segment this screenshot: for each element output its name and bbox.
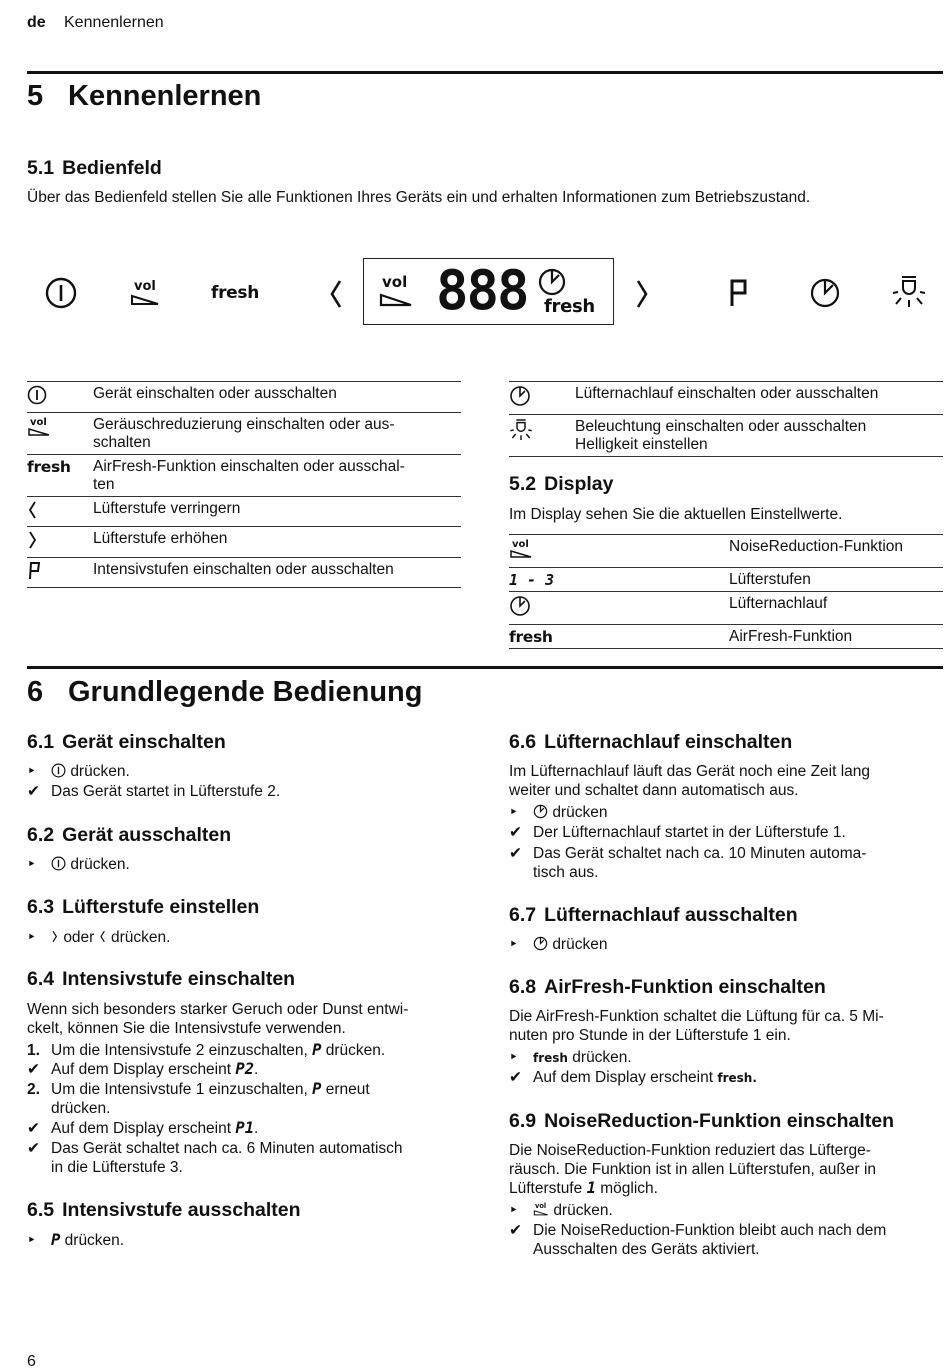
table-cell: Lüfternachlauf <box>729 592 943 625</box>
timer-icon <box>509 595 531 617</box>
section-6-5-heading: 6.5 Intensivstufe ausschalten <box>27 1199 301 1221</box>
table-cell: AirFresh-Funktion <box>729 624 943 649</box>
table-row <box>27 454 461 496</box>
fan-levels-icon: 1 - 3 <box>509 570 555 589</box>
chapter-rule <box>27 71 943 74</box>
section-6-2-heading: 6.2 Gerät ausschalten <box>27 824 232 846</box>
list-item: ‣ drücken <box>509 936 608 953</box>
list-item: ‣ drücken. <box>27 856 130 873</box>
table-row <box>509 592 943 625</box>
timer-icon <box>533 936 548 951</box>
svg-text:vol: vol <box>30 416 47 428</box>
light-icon <box>509 418 533 442</box>
fresh-icon[interactable]: fresh <box>210 282 260 303</box>
list-item: ‣ drücken. <box>27 763 130 780</box>
p-icon <box>27 561 41 581</box>
section-6-8-heading: 6.8 AirFresh-Funktion einschalten <box>509 976 826 998</box>
power-icon[interactable] <box>44 276 78 310</box>
timer-icon <box>509 385 531 407</box>
table-cell: Lüfterstufen <box>729 567 943 592</box>
table-cell: NoiseReduction-Funktion <box>729 535 943 568</box>
chevron-left-icon <box>27 500 39 520</box>
chevron-right-icon <box>51 929 59 944</box>
section-5-2-heading: 5.2 Display <box>509 473 614 495</box>
power-icon <box>51 763 66 778</box>
vol-icon <box>533 1202 549 1217</box>
running-header-title: Kennenlernen <box>64 14 164 31</box>
table-cell: AirFresh-Funktion einschalten oder ausschal- ten <box>93 454 461 496</box>
display-fresh-label: fresh <box>544 296 595 317</box>
list-item: ‣ P drücken. <box>27 1231 125 1249</box>
list-item: ✔ Das Gerät schaltet nach ca. 10 Minuten automa- tisch aus. <box>509 845 867 881</box>
timer-icon <box>533 804 548 819</box>
svg-text:vol: vol <box>134 279 156 294</box>
table-cell: Intensivstufen einschalten oder ausschalten <box>93 557 461 588</box>
table-row <box>509 382 943 415</box>
section-5-1-text: Über das Bedienfeld stellen Sie alle Funktionen Ihres Geräts ein und erhalten Informationen zum Betriebszustand. <box>27 189 811 206</box>
power-icon <box>27 385 47 405</box>
svg-text:vol: vol <box>535 1202 547 1211</box>
p-icon: P <box>51 1231 61 1249</box>
light-icon[interactable] <box>892 274 926 310</box>
vol-icon[interactable] <box>128 276 162 310</box>
list-item: ✔ Das Gerät startet in Lüfterstufe 2. <box>27 783 281 800</box>
table-row <box>27 557 461 588</box>
chapter-rule <box>27 666 943 669</box>
timer-icon[interactable] <box>808 276 842 310</box>
table-row <box>27 527 461 558</box>
svg-text:vol: vol <box>512 539 529 550</box>
section-6-1-heading: 6.1 Gerät einschalten <box>27 731 226 753</box>
table-cell: Geräuschreduzierung einschalten oder aus- schalten <box>93 412 461 454</box>
table-cell: Lüfterstufe verringern <box>93 496 461 527</box>
list-item: 2. Um die Intensivstufe 1 einzuschalten, P erneut drücken. <box>27 1080 370 1117</box>
table-row <box>509 624 943 649</box>
list-item: ‣ drücken <box>509 804 608 821</box>
section-5-1-heading: 5.1 Bedienfeld <box>27 157 162 179</box>
list-item: 1. Um die Intensivstufe 2 einzuschalten, P drücken. <box>27 1041 386 1059</box>
table-row <box>509 535 943 568</box>
chevron-right-icon <box>27 530 39 550</box>
display-timer-icon <box>537 267 567 297</box>
fresh-icon: fresh <box>533 1051 568 1065</box>
section-5-2-text: Im Display sehen Sie die aktuellen Einstellwerte. <box>509 506 843 523</box>
section-6-4-text: Wenn sich besonders starker Geruch oder Dunst entwi- ckelt, können Sie die Intensivstufe verwenden. <box>27 1001 409 1037</box>
section-6-6-text: Im Lüfternachlauf läuft das Gerät noch eine Zeit lang weiter und schaltet dann automatisch aus. <box>509 763 871 799</box>
table-row <box>27 496 461 527</box>
display-table <box>509 534 943 649</box>
table-cell: Lüfternachlauf einschalten oder ausschalten <box>575 382 943 415</box>
table-cell: Beleuchtung einschalten oder ausschalten Helligkeit einstellen <box>575 414 943 456</box>
chevron-left-icon[interactable] <box>326 278 346 310</box>
table-row <box>27 382 461 413</box>
p-icon: P <box>312 1041 322 1059</box>
table-row <box>509 567 943 592</box>
display-digits: 888 <box>436 259 528 322</box>
svg-text:vol: vol <box>382 273 408 291</box>
section-6-6-heading: 6.6 Lüfternachlauf einschalten <box>509 731 793 753</box>
section-6-4-heading: 6.4 Intensivstufe einschalten <box>27 968 296 990</box>
language-tag: de <box>27 14 46 31</box>
chapter-6-heading: 6 Grundlegende Bedienung <box>27 676 423 708</box>
section-6-3-heading: 6.3 Lüfterstufe einstellen <box>27 896 260 918</box>
p-icon[interactable] <box>726 277 752 309</box>
list-item: ✔ Auf dem Display erscheint fresh. <box>509 1069 757 1086</box>
vol-icon <box>509 538 533 560</box>
chevron-right-icon[interactable] <box>632 278 652 310</box>
chapter-5-heading: 5 Kennenlernen <box>27 80 262 112</box>
table-cell: Gerät einschalten oder ausschalten <box>93 382 461 413</box>
section-6-9-heading: 6.9 NoiseReduction-Funktion einschalten <box>509 1110 895 1132</box>
list-item: ‣ oder drücken. <box>27 929 171 946</box>
vol-icon <box>27 416 51 438</box>
table-row <box>27 412 461 454</box>
fresh-icon: fresh <box>509 627 553 646</box>
fresh-icon: fresh <box>27 457 71 476</box>
control-table <box>27 381 461 588</box>
list-item: ‣ fresh drücken. <box>509 1049 632 1066</box>
chevron-left-icon <box>99 929 107 944</box>
table-row <box>509 414 943 456</box>
list-item: ✔ Auf dem Display erscheint P2. <box>27 1060 259 1078</box>
section-6-9-text: Die NoiseReduction-Funktion reduziert das Lüfterge- räusch. Die Funktion ist in allen Lüfterstufen, außer in Lüfterstufe 1 möglich. <box>509 1142 877 1197</box>
section-6-7-heading: 6.7 Lüfternachlauf ausschalten <box>509 904 798 926</box>
list-item: ✔ Der Lüfternachlauf startet in der Lüfterstufe 1. <box>509 824 846 841</box>
list-item: ‣ vol drücken. <box>509 1202 613 1219</box>
list-item: ✔ Auf dem Display erscheint P1. <box>27 1119 259 1137</box>
table-cell: Lüfterstufe erhöhen <box>93 527 461 558</box>
power-icon <box>51 856 66 871</box>
display-vol-icon <box>378 273 414 313</box>
control-table-right <box>509 381 943 457</box>
p-icon: P <box>312 1080 322 1098</box>
list-item: ✔ Die NoiseReduction-Funktion bleibt auch nach dem Ausschalten des Geräts aktiviert. <box>509 1222 887 1258</box>
display-panel <box>363 258 614 325</box>
page-number: 6 <box>27 1353 36 1369</box>
section-6-8-text: Die AirFresh-Funktion schaltet die Lüftung für ca. 5 Mi- nuten pro Stunde in der Lüfterstufe 1 ein. <box>509 1008 884 1044</box>
list-item: ✔ Das Gerät schaltet nach ca. 6 Minuten automatisch in die Lüfterstufe 3. <box>27 1140 403 1176</box>
